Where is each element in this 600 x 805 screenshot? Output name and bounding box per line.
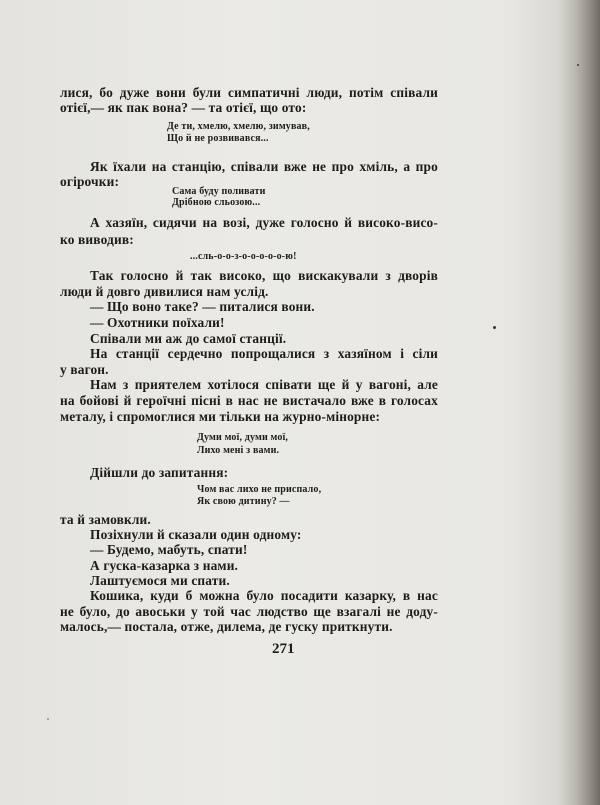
paper-speck bbox=[493, 326, 496, 329]
verse-line: ...сль-о-о-з-о-о-о-о-о-ю! bbox=[190, 251, 297, 262]
text-line: — Охотники поїхали! bbox=[90, 315, 225, 330]
text-line: А хазяїн, сидячи на возі, дуже голосно й високо-висо- bbox=[90, 215, 438, 230]
text-line: малось,— постала, отже, дилема, де гуску приткнути. bbox=[60, 619, 393, 634]
text-line: Позіхнули й сказали один одному: bbox=[90, 527, 302, 542]
verse-line: Чом вас лихо не приспало, bbox=[197, 484, 322, 495]
text-line: люди й довго дивилися нам услід. bbox=[60, 284, 269, 299]
verse-line: Сама буду поливати bbox=[172, 186, 266, 197]
text-line: — Будемо, мабуть, спати! bbox=[90, 542, 248, 557]
verse-line: Як свою дитину? — bbox=[197, 496, 290, 507]
text-line: Як їхали на станцію, співали вже не про хміль, а про bbox=[90, 159, 438, 174]
text-line: А гуска-казарка з нами. bbox=[90, 558, 239, 573]
paper-speck bbox=[47, 718, 49, 720]
text-line: — Що воно таке? — питалися вони. bbox=[90, 299, 315, 314]
text-line: огірочки: bbox=[60, 174, 120, 189]
text-line: Нам з приятелем хотілося співати ще й у вагоні, але bbox=[90, 377, 438, 392]
text-line: не було, до авоськи у той час людство ще взагалі не доду- bbox=[60, 604, 438, 619]
text-line: Дійшли до запитання: bbox=[90, 465, 229, 480]
text-line: на бойові й героїчні пісні в нас не вистачало вже в голосах bbox=[60, 393, 438, 408]
text-line: Кошика, куди б можна було посадити казарку, в нас bbox=[90, 588, 438, 603]
text-line: Лаштуємося ми спати. bbox=[90, 573, 230, 588]
text-line: та й замовкли. bbox=[60, 512, 151, 527]
verse-line: Дрібною сльозою... bbox=[172, 197, 261, 208]
verse-line: Що й не розвивався... bbox=[167, 133, 269, 144]
text-line: Співали ми аж до самої станції. bbox=[90, 331, 287, 346]
verse-line: Думи мої, думи мої, bbox=[197, 432, 289, 443]
page-number: 271 bbox=[272, 641, 295, 657]
text-line: отієї,— як пак вона? — та отієї, що ото: bbox=[60, 100, 307, 115]
verse-line: Де ти, хмелю, хмелю, зимував, bbox=[167, 121, 310, 132]
text-line: Так голосно й так високо, що вискакували з дворів bbox=[90, 268, 438, 283]
verse-line: Лихо мені з вами. bbox=[197, 445, 280, 456]
text-line: ко виводив: bbox=[60, 232, 134, 247]
text-line: металу, і спромоглися ми тільки на журно-мінорне: bbox=[60, 409, 381, 424]
text-line: На станції сердечно попрощалися з хазяїном і сіли bbox=[90, 346, 438, 361]
paper-speck bbox=[577, 64, 579, 66]
text-line: у вагон. bbox=[60, 362, 109, 377]
text-line: лися, бо дуже вони були симпатичні люди, потім співали bbox=[60, 85, 438, 100]
